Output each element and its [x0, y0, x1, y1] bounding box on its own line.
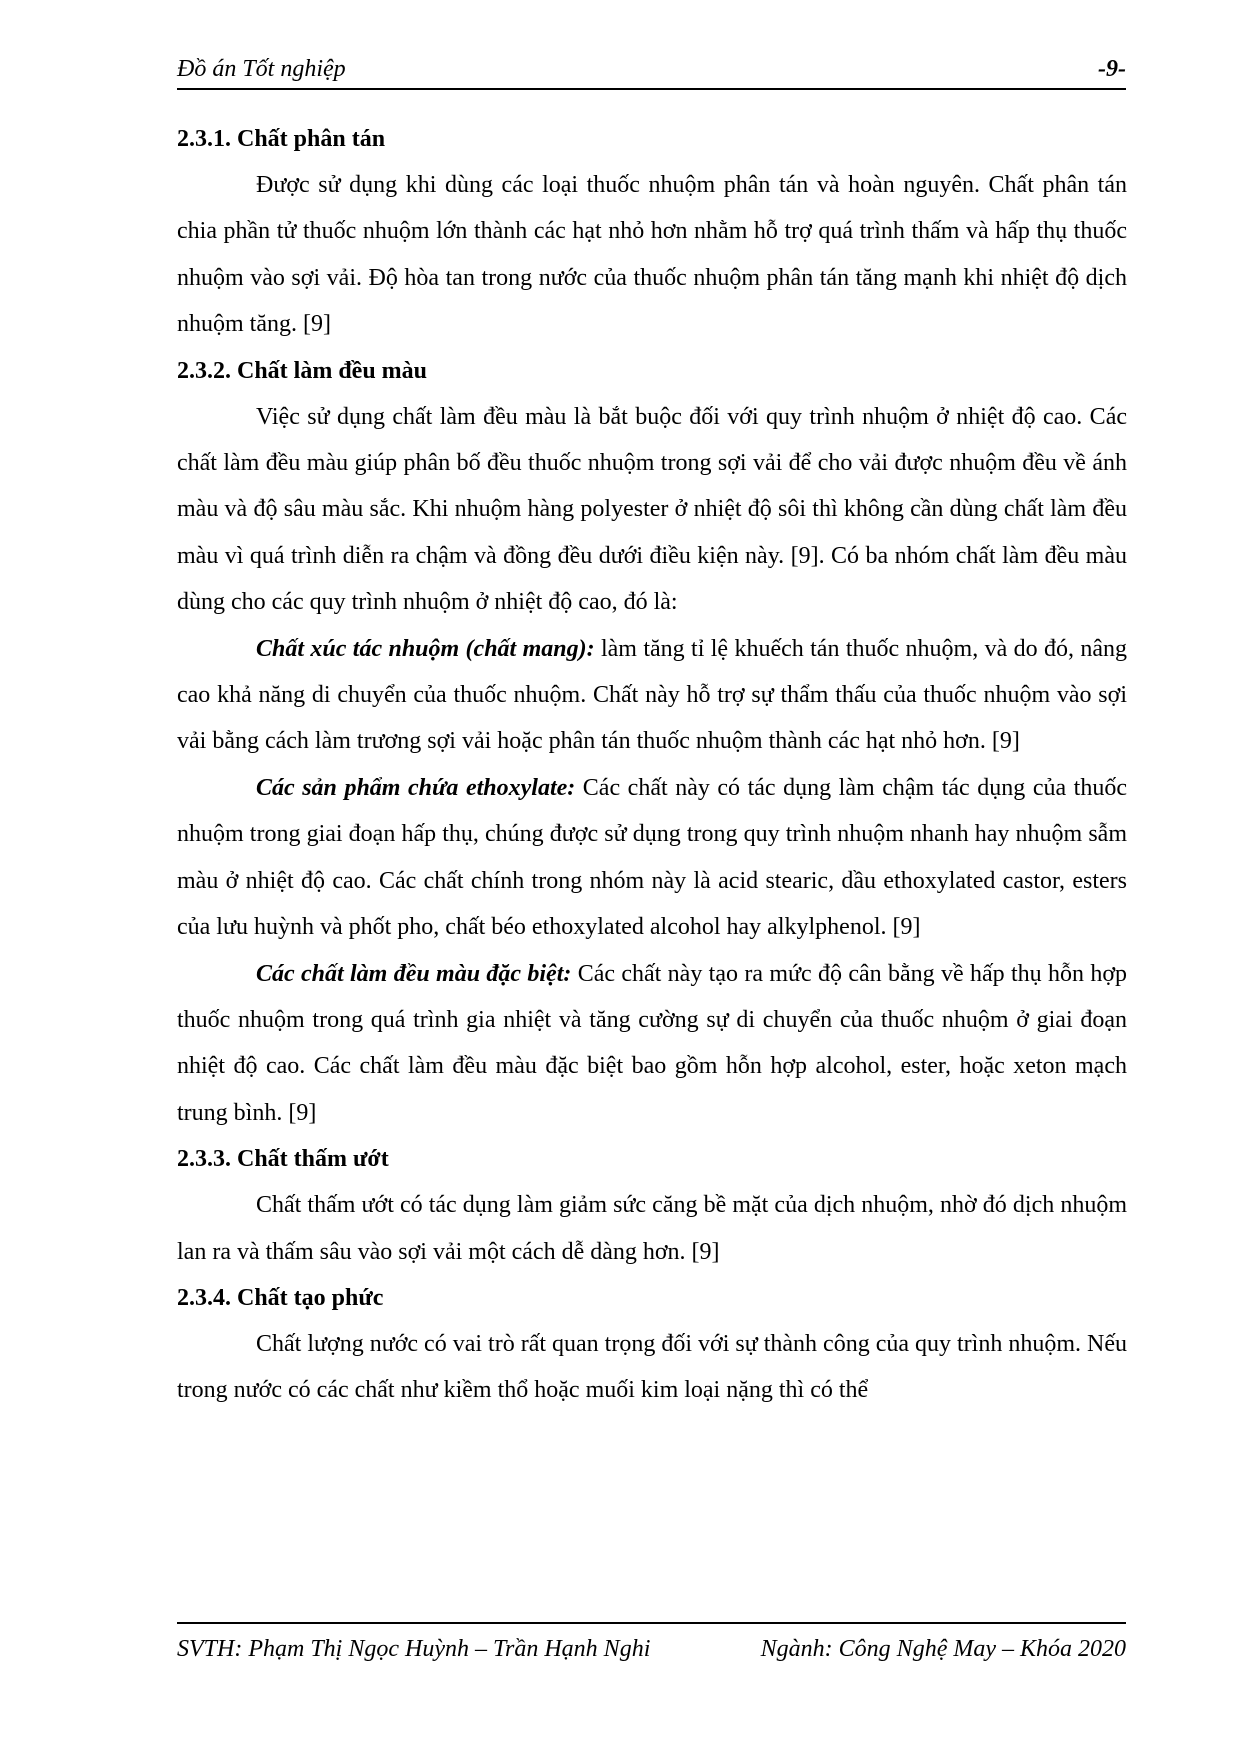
item-text: Các chất này có tác dụng làm chậm tác dụng của thuốc nhuộm trong giai đoạn hấp thụ, chúng được sử dụng trong quy trình nhuộm nhanh hay nhuộm sẫm màu ở nhiệt độ cao. Các chất chính trong nhóm này là acid stearic, dầu ethoxylated castor, esters của lưu huỳnh và phốt pho, chất béo ethoxylated alcohol hay alkylphenol. [9]: [177, 774, 1127, 941]
section-heading-2-3-2: 2.3.2. Chất làm đều màu: [177, 357, 428, 384]
footer-program: Ngành: Công Nghệ May – Khóa 2020: [760, 1636, 1126, 1662]
section-heading-2-3-3: 2.3.3. Chất thấm ướt: [177, 1146, 389, 1173]
header-title: Đồ án Tốt nghiệp: [177, 56, 346, 82]
section-heading-2-3-1: 2.3.1. Chất phân tán: [177, 126, 386, 152]
page-footer: [177, 1622, 1126, 1684]
item-lead: Các sản phẩm chứa ethoxylate:: [256, 774, 576, 801]
list-item: [177, 765, 1127, 951]
paragraph: Chất lượng nước có vai trò rất quan trọng đối với sự thành công của quy trình nhuộm. Nếu trong nước có các chất như kiềm thổ hoặc muối kim loại nặng thì có thể: [177, 1330, 1127, 1404]
item-lead: Chất xúc tác nhuộm (chất mang):: [256, 635, 595, 662]
page-number: -9-: [1098, 56, 1126, 82]
page-header: [177, 52, 1126, 90]
paragraph: Được sử dụng khi dùng các loại thuốc nhuộm phân tán và hoàn nguyên. Chất phân tán chia phần tử thuốc nhuộm lớn thành các hạt nhỏ hơn nhằm hỗ trợ quá trình thấm và hấp thụ thuốc nhuộm vào sợi vải. Độ hòa tan trong nước của thuốc nhuộm phân tán tăng mạnh khi nhiệt độ dịch nhuộm tăng. [9]: [177, 172, 1127, 338]
paragraph: Việc sử dụng chất làm đều màu là bắt buộc đối với quy trình nhuộm ở nhiệt độ cao. Các chất làm đều màu giúp phân bố đều thuốc nhuộm trong sợi vải để cho vải được nhuộm đều về ánh màu và độ sâu màu sắc. Khi nhuộm hàng polyester ở nhiệt độ sôi thì không cần dùng chất làm đều màu vì quá trình diễn ra chậm và đồng đều dưới điều kiện này. [9]. Có ba nhóm chất làm đều màu dùng cho các quy trình nhuộm ở nhiệt độ cao, đó là:: [177, 403, 1127, 616]
list-item: [177, 951, 1127, 1137]
item-lead: Các chất làm đều màu đặc biệt:: [256, 960, 572, 987]
item-text: Các chất này tạo ra mức độ cân bằng về hấp thụ hỗn hợp thuốc nhuộm trong quá trình gia nhiệt và tăng cường sự di chuyển của thuốc nhuộm ở giai đoạn nhiệt độ cao. Các chất làm đều màu đặc biệt bao gồm hỗn hợp alcohol, ester, hoặc xeton mạch trung bình. [9]: [177, 960, 1128, 1126]
paragraph: Chất thấm ướt có tác dụng làm giảm sức căng bề mặt của dịch nhuộm, nhờ đó dịch nhuộm lan ra và thấm sâu vào sợi vải một cách dễ dàng hơn. [9]: [177, 1192, 1127, 1265]
footer-authors: SVTH: Phạm Thị Ngọc Huỳnh – Trần Hạnh Nghi: [177, 1636, 651, 1662]
page-content: [177, 116, 1127, 1414]
list-item: [177, 626, 1127, 765]
item-text: làm tăng tỉ lệ khuếch tán thuốc nhuộm, và do đó, nâng cao khả năng di chuyển của thuốc nhuộm. Chất này hỗ trợ sự thẩm thấu của thuốc nhuộm vào sợi vải bằng cách làm trương sợi vải hoặc phân tán thuốc nhuộm thành các hạt nhỏ hơn. [9]: [177, 635, 1128, 755]
section-heading-2-3-4: 2.3.4. Chất tạo phức: [177, 1284, 384, 1311]
